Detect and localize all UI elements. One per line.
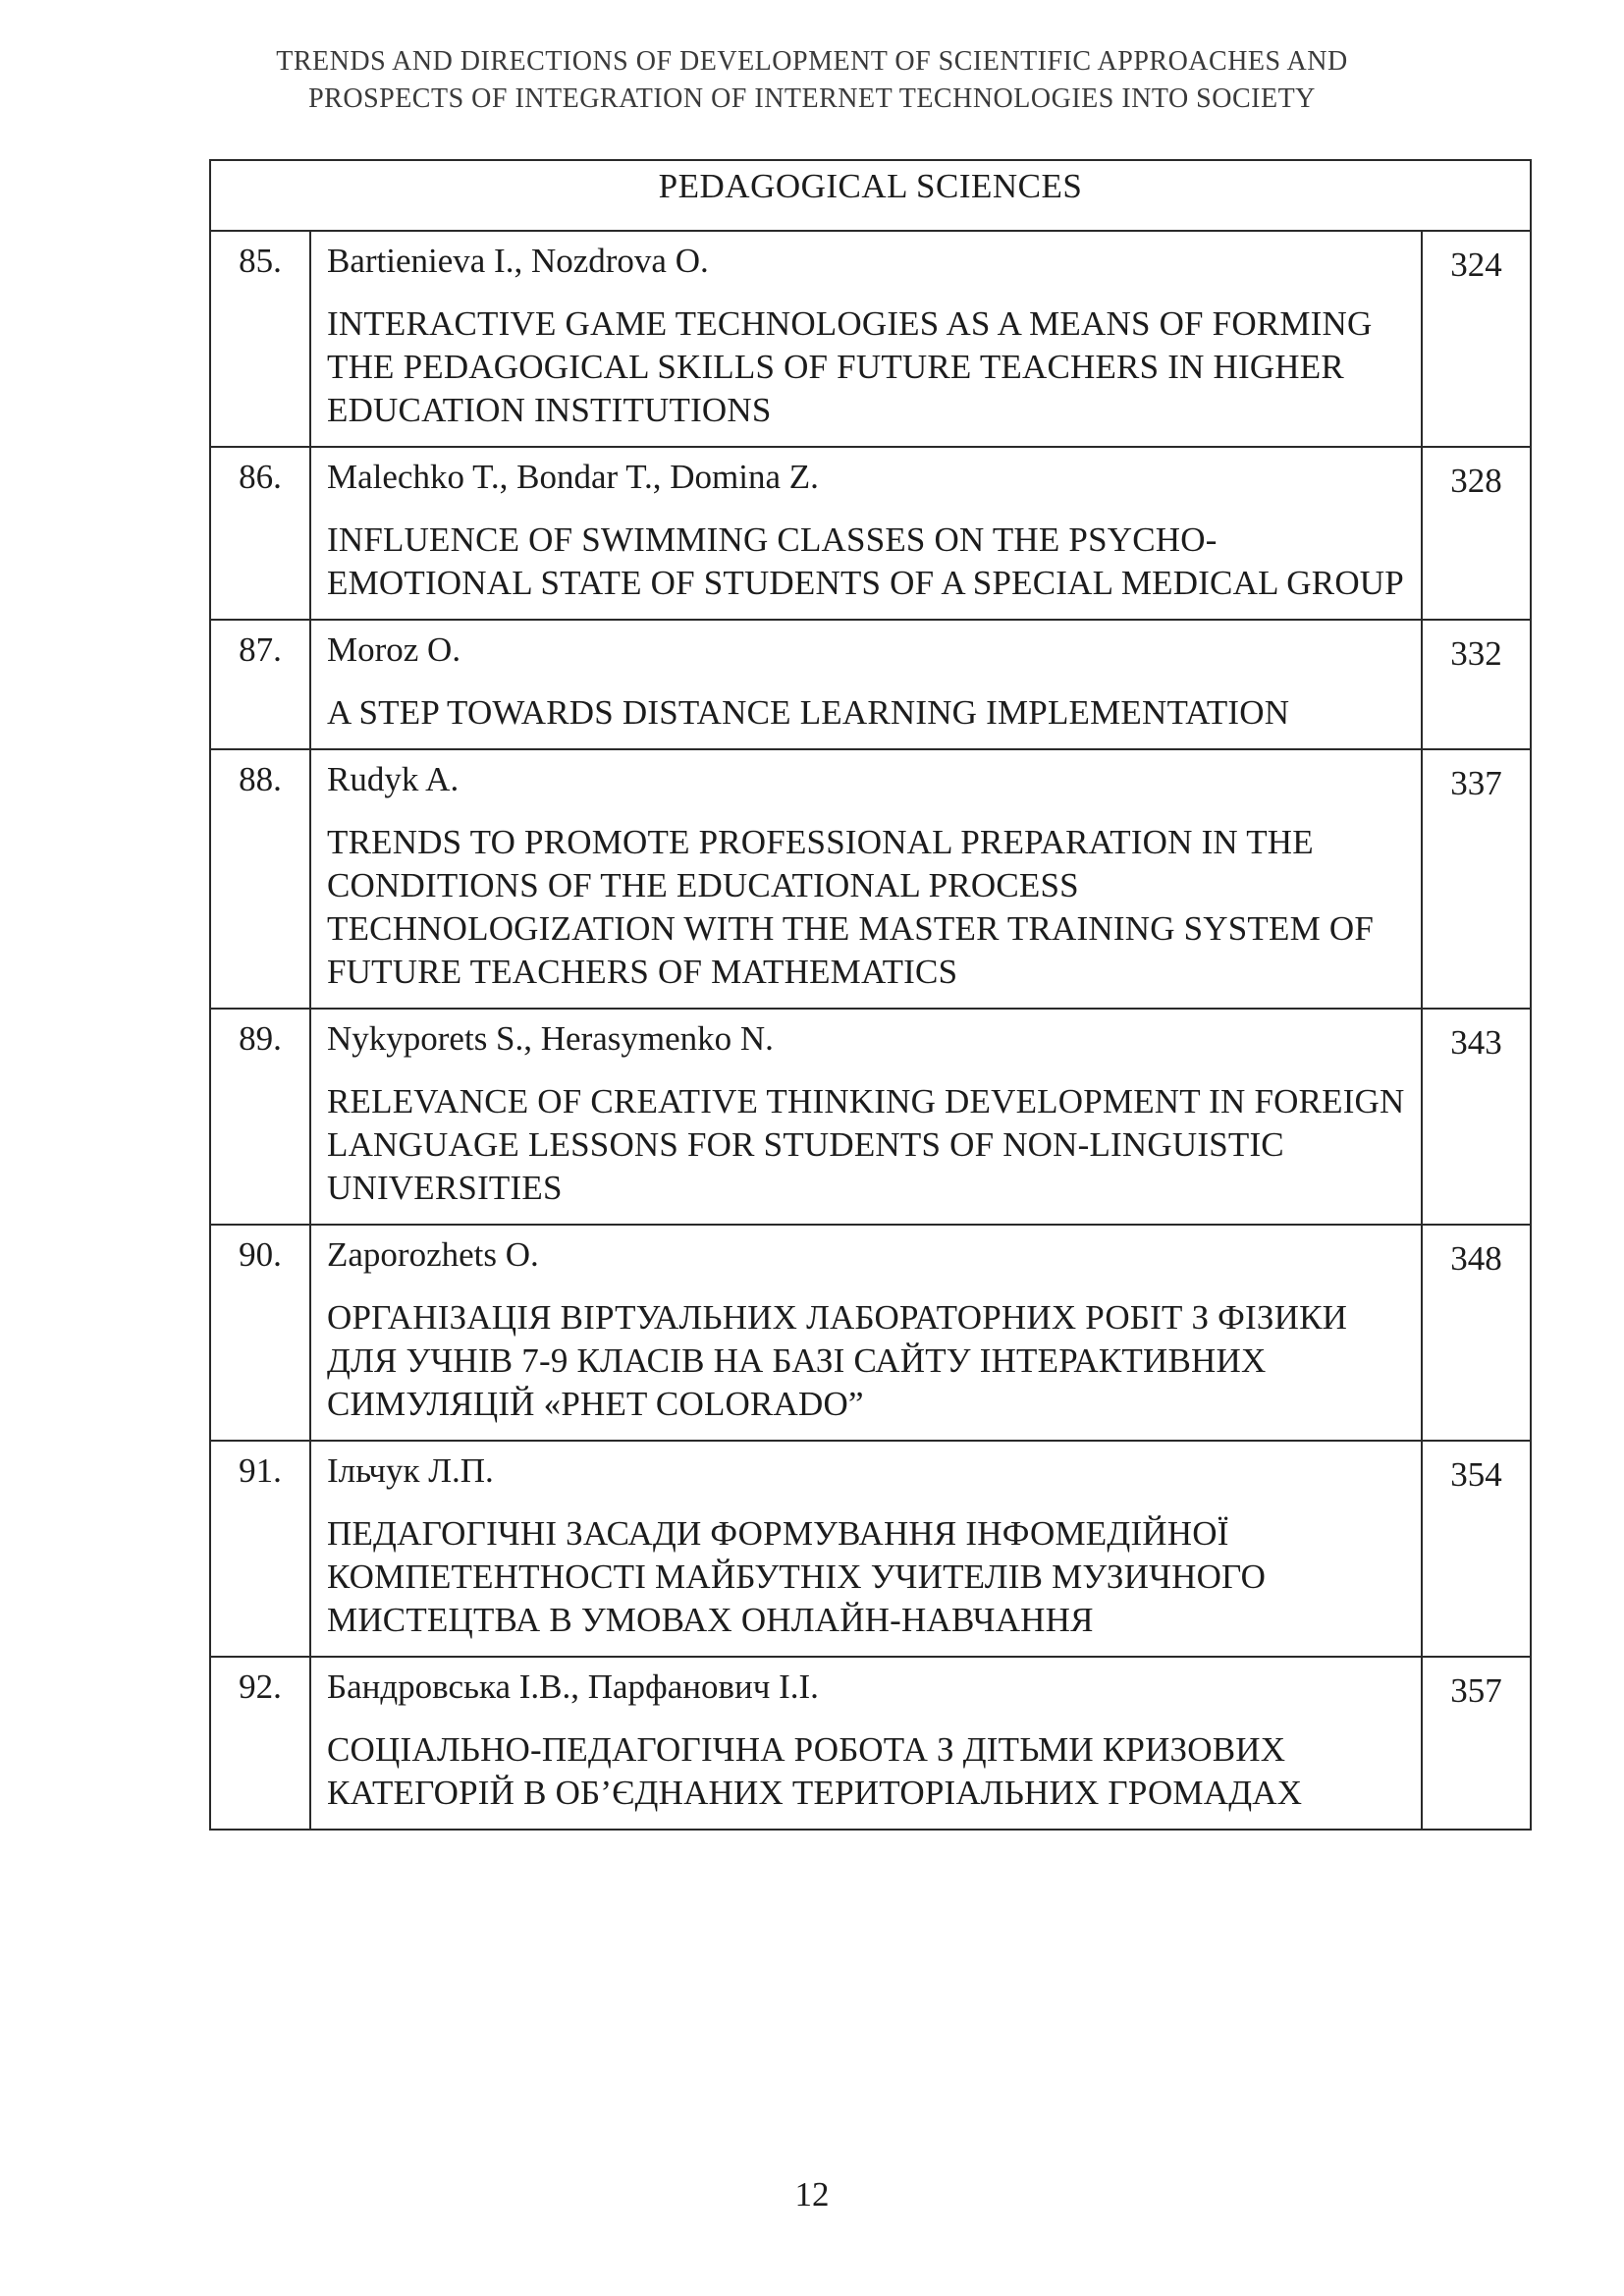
- running-header-line-2: PROSPECTS OF INTEGRATION OF INTERNET TECHNOLOGIES INTO SOCIETY: [308, 83, 1316, 114]
- entry-number: 90.: [210, 1225, 310, 1441]
- page-number: 12: [794, 2175, 830, 2214]
- entry-title: INTERACTIVE GAME TECHNOLOGIES AS A MEANS OF FORMING THE PEDAGOGICAL SKILLS OF FUTURE TEACHERS IN HIGHER EDUCATION INSTITUTIONS: [327, 304, 1373, 429]
- toc-entry-87: [210, 620, 1531, 749]
- table-of-contents: [209, 159, 1532, 1831]
- entry-title: ОРГАНІЗАЦІЯ ВІРТУАЛЬНИХ ЛАБОРАТОРНИХ РОБІТ З ФІЗИКИ ДЛЯ УЧНІВ 7-9 КЛАСІВ НА БАЗІ САЙТУ ІНТЕРАКТИВНИХ СИМУЛЯЦІЙ «PHET COLORADO”: [327, 1298, 1348, 1423]
- entry-authors: Bartienieva I., Nozdrova O.: [327, 242, 709, 280]
- entry-authors: Zaporozhets O.: [327, 1235, 539, 1274]
- entry-page: 348: [1422, 1225, 1531, 1441]
- toc-entries: [210, 231, 1531, 1830]
- entry-number: 89.: [210, 1009, 310, 1225]
- toc-entry-90: [210, 1225, 1531, 1441]
- entry-body: [310, 1225, 1422, 1441]
- section-header-row: [210, 160, 1531, 231]
- entry-body: [310, 231, 1422, 447]
- entry-page: 354: [1422, 1441, 1531, 1657]
- toc-entry-85: [210, 231, 1531, 447]
- entry-number: 88.: [210, 749, 310, 1009]
- toc-entry-86: [210, 447, 1531, 620]
- entry-page: 324: [1422, 231, 1531, 447]
- running-header: [0, 43, 1624, 118]
- entry-authors: Rudyk A.: [327, 760, 460, 798]
- section-title: PEDAGOGICAL SCIENCES: [210, 160, 1531, 231]
- entry-number: 91.: [210, 1441, 310, 1657]
- entry-body: [310, 1009, 1422, 1225]
- entry-authors: Nykyporets S., Herasymenko N.: [327, 1019, 774, 1058]
- entry-body: [310, 1657, 1422, 1830]
- entry-title: RELEVANCE OF CREATIVE THINKING DEVELOPMENT IN FOREIGN LANGUAGE LESSONS FOR STUDENTS OF NON-LINGUISTIC UNIVERSITIES: [327, 1082, 1405, 1207]
- entry-authors: Malechko T., Bondar T., Domina Z.: [327, 458, 819, 496]
- entry-page: 328: [1422, 447, 1531, 620]
- entry-number: 86.: [210, 447, 310, 620]
- entry-body: [310, 620, 1422, 749]
- entry-title: TRENDS TO PROMOTE PROFESSIONAL PREPARATION IN THE CONDITIONS OF THE EDUCATIONAL PROCESS TECHNOLOGIZATION WITH THE MASTER TRAINING SYSTEM OF FUTURE TEACHERS OF MATHEMATICS: [327, 823, 1374, 991]
- running-header-line-1: TRENDS AND DIRECTIONS OF DEVELOPMENT OF SCIENTIFIC APPROACHES AND: [276, 46, 1348, 77]
- entry-number: 92.: [210, 1657, 310, 1830]
- entry-page: 343: [1422, 1009, 1531, 1225]
- toc-entry-92: [210, 1657, 1531, 1830]
- entry-number: 87.: [210, 620, 310, 749]
- toc-entry-91: [210, 1441, 1531, 1657]
- entry-title: A STEP TOWARDS DISTANCE LEARNING IMPLEMENTATION: [327, 693, 1290, 732]
- toc-entry-88: [210, 749, 1531, 1009]
- entry-body: [310, 1441, 1422, 1657]
- entry-body: [310, 447, 1422, 620]
- toc-entry-89: [210, 1009, 1531, 1225]
- entry-page: 332: [1422, 620, 1531, 749]
- entry-authors: Ільчук Л.П.: [327, 1451, 494, 1490]
- entry-body: [310, 749, 1422, 1009]
- entry-authors: Бандровська І.В., Парфанович І.І.: [327, 1667, 819, 1706]
- entry-title: ПЕДАГОГІЧНІ ЗАСАДИ ФОРМУВАННЯ ІНФОМЕДІЙНОЇ КОМПЕТЕНТНОСТІ МАЙБУТНІХ УЧИТЕЛІВ МУЗИЧНОГО МИСТЕЦТВА В УМОВАХ ОНЛАЙН-НАВЧАННЯ: [327, 1514, 1267, 1639]
- entry-title: СОЦІАЛЬНО-ПЕДАГОГІЧНА РОБОТА З ДІТЬМИ КРИЗОВИХ КАТЕГОРІЙ В ОБ’ЄДНАНИХ ТЕРИТОРІАЛЬНИХ ГРОМАДАХ: [327, 1730, 1303, 1812]
- entry-title: INFLUENCE OF SWIMMING CLASSES ON THE PSYCHO-EMOTIONAL STATE OF STUDENTS OF A SPECIAL MEDICAL GROUP: [327, 520, 1404, 602]
- entry-page: 337: [1422, 749, 1531, 1009]
- entry-page: 357: [1422, 1657, 1531, 1830]
- entry-authors: Moroz O.: [327, 630, 461, 669]
- entry-number: 85.: [210, 231, 310, 447]
